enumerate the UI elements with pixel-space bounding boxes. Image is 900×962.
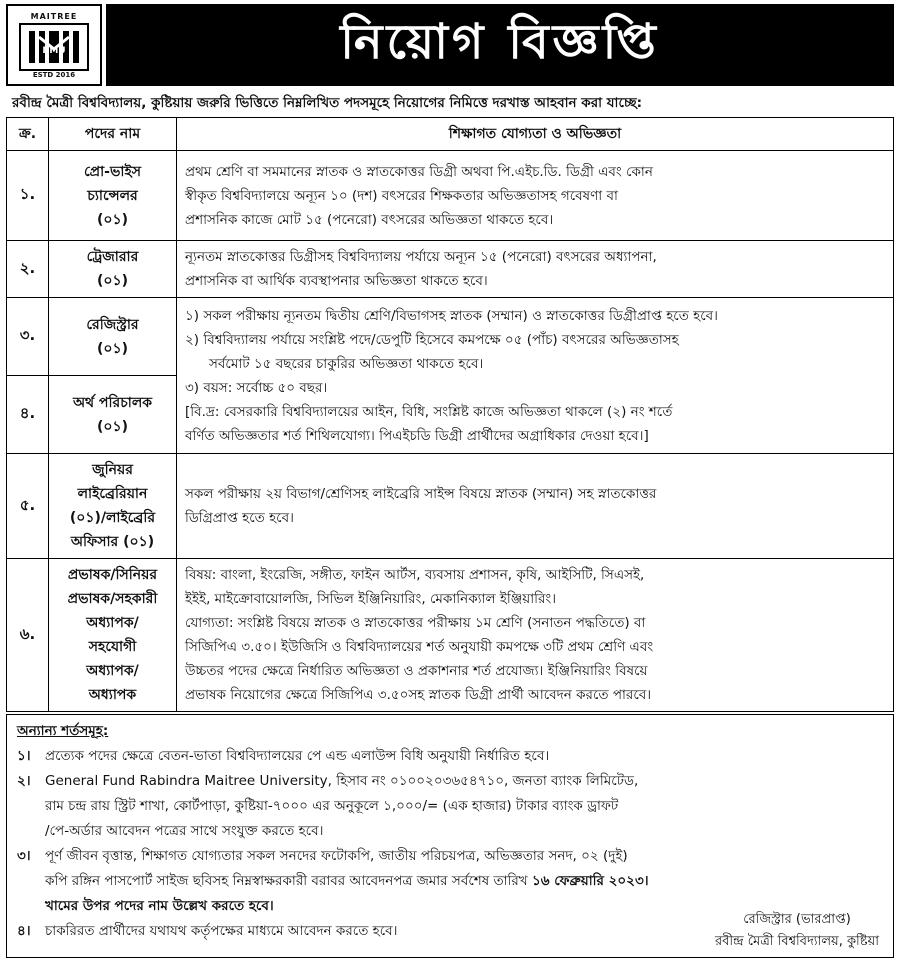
- table-row: [7, 241, 894, 298]
- title-banner: [106, 4, 894, 86]
- post-line: (০১): [97, 340, 128, 357]
- post-line: সহযোগী: [88, 639, 137, 655]
- qual-line: ২) বিশ্ববিদ্যালয় পর্যায়ে সংশ্লিষ্ট পদে/ডেপুটি হিসেবে কমপক্ষে ০৫ (পাঁচ) বৎসরের অভিজ্ঞতাসহ: [185, 331, 679, 348]
- qual-line: প্রশাসনিক কাজে মোট ১৫ (পনেরো) বৎসরের অভিজ্ঞতা থাকতে হবে।: [185, 211, 554, 228]
- condition-item: [17, 844, 883, 919]
- qual-line: উচ্চতর পদের ক্ষেত্রে নির্ধারিত অভিজ্ঞতা ও প্রকাশনার শর্ত প্রযোজ্য। ইঞ্জিনিয়ারিং বিষয়ে: [185, 663, 648, 679]
- row-serial: ১.: [7, 151, 49, 241]
- qualification-cell: [177, 151, 894, 241]
- qual-line: স্বীকৃত বিশ্ববিদ্যালয়ে অন্যূন ১০ (দশ) বৎসরের শিক্ষকতার অভিজ্ঞতাসহ গবেষণা বা: [185, 187, 618, 204]
- qual-line: প্রভাষক নিয়োগের ক্ষেত্রে সিজিপিএ ৩.৫০সহ স্নাতক ডিগ্রী প্রার্থী আবেদন করতে পারবে।: [185, 687, 652, 703]
- post-line: রেজিস্ট্রার: [86, 316, 139, 333]
- post-line: (০১): [97, 273, 128, 289]
- deadline-date: ১৬ ফেব্রুয়ারি ২০২৩।: [531, 873, 649, 889]
- qual-line: ৩) বয়স: সর্বোচ্চ ৫০ বছর।: [185, 379, 328, 396]
- qual-line: ন্যূনতম স্নাতকোত্তর ডিগ্রীসহ বিশ্ববিদ্যালয় পর্যায়ে অন্যূন ১৫ (পনেরো) বৎসরের অধ্যাপনা,: [185, 249, 657, 265]
- post-line: অর্থ পরিচালক: [72, 394, 153, 411]
- signature-block: [715, 909, 879, 953]
- post-line: (০১): [97, 418, 128, 435]
- qual-line: যোগ্যতা: সংশ্লিষ্ট বিষয়ে স্নাতক ও স্নাতকোত্তর পরীক্ষায় ১ম শ্রেণি (সনাতন পদ্ধতিতে) বা: [185, 615, 646, 631]
- table-header-row: [7, 118, 894, 151]
- post-line: (০১)/লাইব্রেরি: [69, 510, 156, 526]
- page-title: নিয়োগ বিজ্ঞপ্তি: [340, 13, 660, 70]
- logo-estd: ESTD 2016: [32, 70, 76, 79]
- post-line: অধ্যাপক/: [86, 615, 139, 631]
- post-name: [49, 454, 177, 559]
- row-serial: ৩.: [7, 298, 49, 376]
- intro-text: রবীন্দ্র মৈত্রী বিশ্ববিদ্যালয়, কুষ্টিয়ায় জরুরি ভিত্তিতে নিম্নলিখিত পদসমূহে নিয়োগের নিমিত্তে দরখাস্ত আহবান করা যাচ্ছে:: [12, 95, 643, 111]
- condition-number: ৪।: [17, 923, 31, 939]
- signatory-designation: রেজিস্ট্রার (ভারপ্রাপ্ত): [743, 912, 851, 927]
- qual-line: ডিগ্রিপ্রাপ্ত হতে হবে।: [185, 510, 294, 526]
- qualification-cell-shared: [177, 298, 894, 454]
- post-name: [49, 376, 177, 454]
- condition-line: পূর্ণ জীবন বৃত্তান্ত, শিক্ষাগত যোগ্যতার সকল সনদের ফটোকপি, জাতীয় পরিচয়পত্র, অভিজ্ঞতার সনদ, ০২ (দুই): [45, 848, 628, 864]
- qualification-cell: [177, 454, 894, 559]
- condition-line: প্রত্যেক পদের ক্ষেত্রে বেতন-ভাতা বিশ্ববিদ্যালয়ের পে এন্ড এলাউন্স বিধি অনুযায়ী নির্ধারিত হবে।: [45, 748, 550, 764]
- condition-line: General Fund Rabindra Maitree University, হিসাব নং ০১০০২০৩৬৫৪৭১০, জনতা ব্যাংক লিমিটেড,: [45, 773, 639, 789]
- qual-line: বর্ণিত অভিজ্ঞতার শর্ত শিথিলযোগ্য। পিএইচডি ডিগ্রী প্রার্থীদের অগ্রাধিকার দেওয়া হবে।]: [185, 427, 649, 444]
- university-logo: [6, 4, 102, 86]
- qual-line: সিজিপিএ ৩.৫০। ইউজিসি ও বিশ্ববিদ্যালয়ের শর্ত অনুযায়ী কমপক্ষে ৩টি প্রথম শ্রেণি এবং: [185, 639, 654, 655]
- row-serial: ৪.: [7, 376, 49, 454]
- header-serial: ক্র.: [7, 118, 49, 151]
- header: [6, 4, 894, 86]
- qual-line: [বি.দ্র: বেসরকারি বিশ্ববিদ্যালয়ের আইন, বিধি, সংশ্লিষ্ট কাজে অভিজ্ঞতা থাকলে (২) নং শর্তে: [185, 403, 673, 420]
- qual-line: বিষয়: বাংলা, ইংরেজি, সঙ্গীত, ফাইন আর্টস, ব্যবসায় প্রশাসন, কৃষি, আইসিটি, সিএসই,: [185, 567, 645, 583]
- condition-line: কপি রঙ্গিন পাসপোর্ট সাইজ ছবিসহ নিম্নস্বাক্ষরকারী বরাবর আবেদনপত্র জমার সর্বশেষ তারিখ: [45, 873, 528, 889]
- post-line: ট্রেজারার: [86, 249, 139, 265]
- svg-text:RMU: RMU: [42, 45, 66, 56]
- post-line: অফিসার (০১): [70, 534, 155, 550]
- qual-line: ইইই, মাইক্রোবায়োলজি, সিভিল ইঞ্জিনিয়ারিং, মেকানিক্যাল ইঞ্জিয়ারিং।: [185, 591, 557, 607]
- post-line: অধ্যাপক/: [86, 663, 139, 679]
- header-post: পদের নাম: [49, 118, 177, 151]
- qual-line: প্রশাসনিক বা আর্থিক ব্যবস্থাপনার অভিজ্ঞতা থাকতে হবে।: [185, 273, 488, 289]
- post-line: অধ্যাপক: [88, 687, 137, 703]
- other-conditions: [6, 714, 894, 958]
- post-line: জুনিয়র: [92, 462, 133, 478]
- condition-item: [17, 769, 883, 844]
- post-name: [49, 298, 177, 376]
- post-line: (০১): [97, 211, 128, 228]
- post-line: প্রভাষক/সিনিয়র: [67, 567, 158, 583]
- condition-number: ২।: [17, 773, 31, 789]
- qual-line: ১) সকল পরীক্ষায় ন্যূনতম দ্বিতীয় শ্রেণি/বিভাগসহ স্নাতক (সম্মান) ও স্নাতকোত্তর ডিগ্রীপ্রাপ্ত হতে হবে।: [185, 307, 719, 324]
- qual-line: সর্বমোট ১৫ বছরের চাকুরির অভিজ্ঞতা থাকতে হবে।: [209, 355, 484, 372]
- post-name: [49, 241, 177, 298]
- post-line: চ্যান্সেলর: [87, 187, 138, 204]
- qual-line: সকল পরীক্ষায় ২য় বিভাগ/শ্রেণিসহ লাইব্রেরি সাইন্স বিষয়ে স্নাতক (সম্মান) সহ স্নাতকোত্তর: [185, 486, 657, 502]
- table-row: [7, 151, 894, 241]
- condition-item: [17, 744, 883, 769]
- qualification-cell: [177, 241, 894, 298]
- row-serial: ৬.: [7, 559, 49, 712]
- table-row: [7, 454, 894, 559]
- header-qualification: শিক্ষাগত যোগ্যতা ও অভিজ্ঞতা: [177, 118, 894, 151]
- post-line: প্রভাষক/সহকারী: [67, 591, 158, 607]
- post-line: প্রো-ভাইস: [83, 163, 142, 180]
- logo-emblem-icon: [19, 23, 89, 71]
- conditions-heading: অন্যান্য শর্তসমূহ:: [17, 723, 109, 739]
- condition-number: ৩।: [17, 848, 31, 864]
- row-serial: ৫.: [7, 454, 49, 559]
- condition-number: ১।: [17, 748, 31, 764]
- row-serial: ২.: [7, 241, 49, 298]
- table-row: [7, 559, 894, 712]
- qualification-cell: [177, 559, 894, 712]
- post-name: [49, 151, 177, 241]
- envelope-instruction: খামের উপর পদের নাম উল্লেখ করতে হবে।: [45, 898, 274, 914]
- post-name: [49, 559, 177, 712]
- signatory-organization: রবীন্দ্র মৈত্রী বিশ্ববিদ্যালয়, কুষ্টিয়া: [715, 934, 879, 949]
- condition-line: /পে-অর্ডার আবেদন পত্রের সাথে সংযুক্ত করতে হবে।: [45, 823, 324, 839]
- condition-line: রাম চন্দ্র রায় স্ট্রিট শাখা, কোর্টপাড়া, কুষ্টিয়া-৭০০০ এর অনুকূলে ১,০০০/= (এক হাজার) টাকার ব্যাংক ড্রাফট: [45, 798, 619, 814]
- table-row: [7, 298, 894, 376]
- logo-name-text: MAITREE: [30, 11, 78, 21]
- positions-table: [6, 117, 894, 712]
- qual-line: প্রথম শ্রেণি বা সমমানের স্নাতক ও স্নাতকোত্তর ডিগ্রী অথবা পি.এইচ.ডি. ডিগ্রী এবং কোন: [185, 163, 653, 180]
- condition-line: চাকরিরত প্রার্থীদের যথাযথ কর্তৃপক্ষের মাধ্যমে আবেদন করতে হবে।: [45, 923, 398, 939]
- post-line: লাইব্রেরিয়ান: [77, 486, 148, 502]
